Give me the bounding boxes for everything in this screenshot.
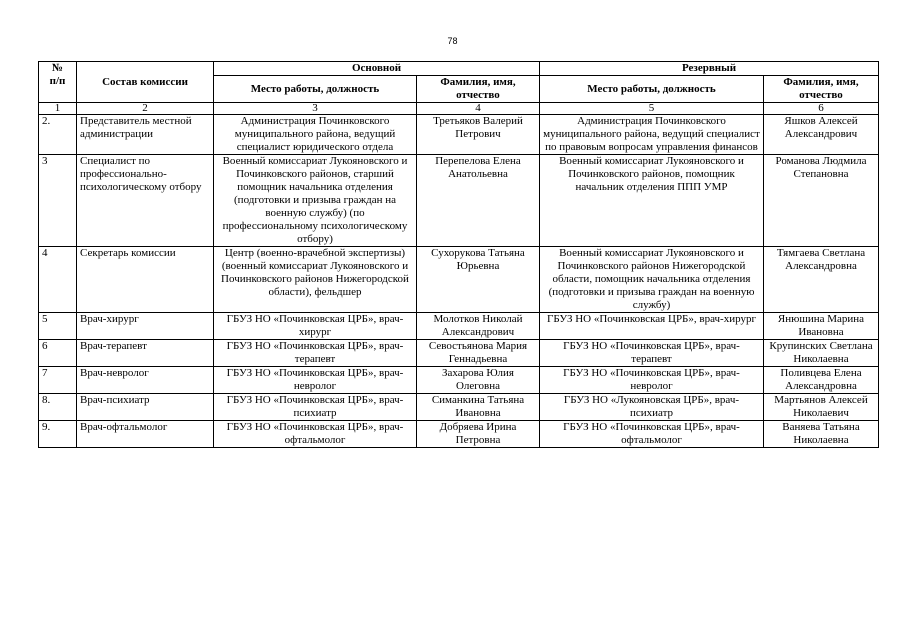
page-number: 78 [447,36,458,46]
row-reserve-workplace: Администрация Починковского муниципального района, ведущий специалист по правовым вопросам управления финансов [540,115,764,155]
header-number: № п/п [39,62,77,103]
row-number: 2. [39,115,77,155]
row-number: 6 [39,340,77,367]
column-number: 4 [417,103,540,115]
row-reserve-workplace: ГБУЗ НО «Починковская ЦРБ», врач-офтальмолог [540,421,764,448]
row-main-workplace: ГБУЗ НО «Починковская ЦРБ», врач-офтальмолог [214,421,417,448]
row-reserve-workplace: ГБУЗ НО «Лукояновская ЦРБ», врач-психиатр [540,394,764,421]
header-composition: Состав комиссии [77,62,214,103]
row-main-workplace: ГБУЗ НО «Починковская ЦРБ», врач-хирург [214,313,417,340]
header-reserve: Резервный [540,62,879,76]
row-main-workplace: ГБУЗ НО «Починковская ЦРБ», врач-терапевт [214,340,417,367]
row-reserve-workplace: ГБУЗ НО «Починковская ЦРБ», врач-хирург [540,313,764,340]
row-role: Врач-невролог [77,367,214,394]
table-row [39,367,879,394]
row-main-name: Добряева Ирина Петровна [417,421,540,448]
header-main-workplace: Место работы, должность [214,76,417,103]
row-reserve-name: Романова Людмила Степановна [764,155,879,247]
row-role: Секретарь комиссии [77,247,214,313]
row-reserve-name: Крупинских Светлана Николаевна [764,340,879,367]
row-main-workplace: ГБУЗ НО «Починковская ЦРБ», врач-психиатр [214,394,417,421]
row-role: Специалист по профессионально-психологическому отбору [77,155,214,247]
table-row [39,313,879,340]
header-main-fio: Фамилия, имя, отчество [417,76,540,103]
row-number: 8. [39,394,77,421]
row-number: 5 [39,313,77,340]
table-row [39,394,879,421]
table-row [39,155,879,247]
row-main-name: Сухорукова Татьяна Юрьевна [417,247,540,313]
row-reserve-name: Тямгаева Светлана Александровна [764,247,879,313]
row-role: Врач-терапевт [77,340,214,367]
commission-table [38,61,879,448]
row-main-workplace: Военный комиссариат Лукояновского и Починковского районов, старший помощник начальника отделения (подготовки и призыва граждан на военную службу) (по профессиональному психологическому отбору) [214,155,417,247]
row-main-name: Севостьянова Мария Геннадьевна [417,340,540,367]
row-reserve-name: Янюшина Марина Ивановна [764,313,879,340]
header-reserve-workplace: Место работы, должность [540,76,764,103]
table-row [39,340,879,367]
row-role: Представитель местной администрации [77,115,214,155]
row-reserve-workplace: ГБУЗ НО «Починковская ЦРБ», врач-терапевт [540,340,764,367]
header-main: Основной [214,62,540,76]
table-row [39,421,879,448]
table-row [39,247,879,313]
column-number: 1 [39,103,77,115]
row-main-workplace: ГБУЗ НО «Починковская ЦРБ», врач-невролог [214,367,417,394]
row-reserve-workplace: Военный комиссариат Лукояновского и Починковского районов Нижегородской области, помощник начальника отделения (подготовки и призыва граждан на военную службу) [540,247,764,313]
row-main-name: Молотков Николай Александрович [417,313,540,340]
row-number: 3 [39,155,77,247]
row-role: Врач-хирург [77,313,214,340]
row-reserve-workplace: ГБУЗ НО «Починковская ЦРБ», врач-невролог [540,367,764,394]
row-main-name: Симанкина Татьяна Ивановна [417,394,540,421]
column-numbers-row [39,103,879,115]
column-number: 3 [214,103,417,115]
row-reserve-name: Яшков Алексей Александрович [764,115,879,155]
row-main-name: Третьяков Валерий Петрович [417,115,540,155]
column-number: 6 [764,103,879,115]
row-main-name: Перепелова Елена Анатольевна [417,155,540,247]
column-number: 2 [77,103,214,115]
row-main-workplace: Центр (военно-врачебной экспертизы) (военный комиссариат Лукояновского и Починковского районов Нижегородской области), фельдшер [214,247,417,313]
column-number: 5 [540,103,764,115]
row-reserve-name: Ваняева Татьяна Николаевна [764,421,879,448]
row-reserve-name: Поливцева Елена Александровна [764,367,879,394]
row-number: 4 [39,247,77,313]
table-row [39,115,879,155]
row-main-workplace: Администрация Починковского муниципального района, ведущий специалист юридического отдела [214,115,417,155]
header-reserve-fio: Фамилия, имя, отчество [764,76,879,103]
row-reserve-workplace: Военный комиссариат Лукояновского и Починковского районов, помощник начальник отделения ППП УМР [540,155,764,247]
row-role: Врач-офтальмолог [77,421,214,448]
row-reserve-name: Мартьянов Алексей Николаевич [764,394,879,421]
row-role: Врач-психиатр [77,394,214,421]
row-main-name: Захарова Юлия Олеговна [417,367,540,394]
row-number: 9. [39,421,77,448]
row-number: 7 [39,367,77,394]
